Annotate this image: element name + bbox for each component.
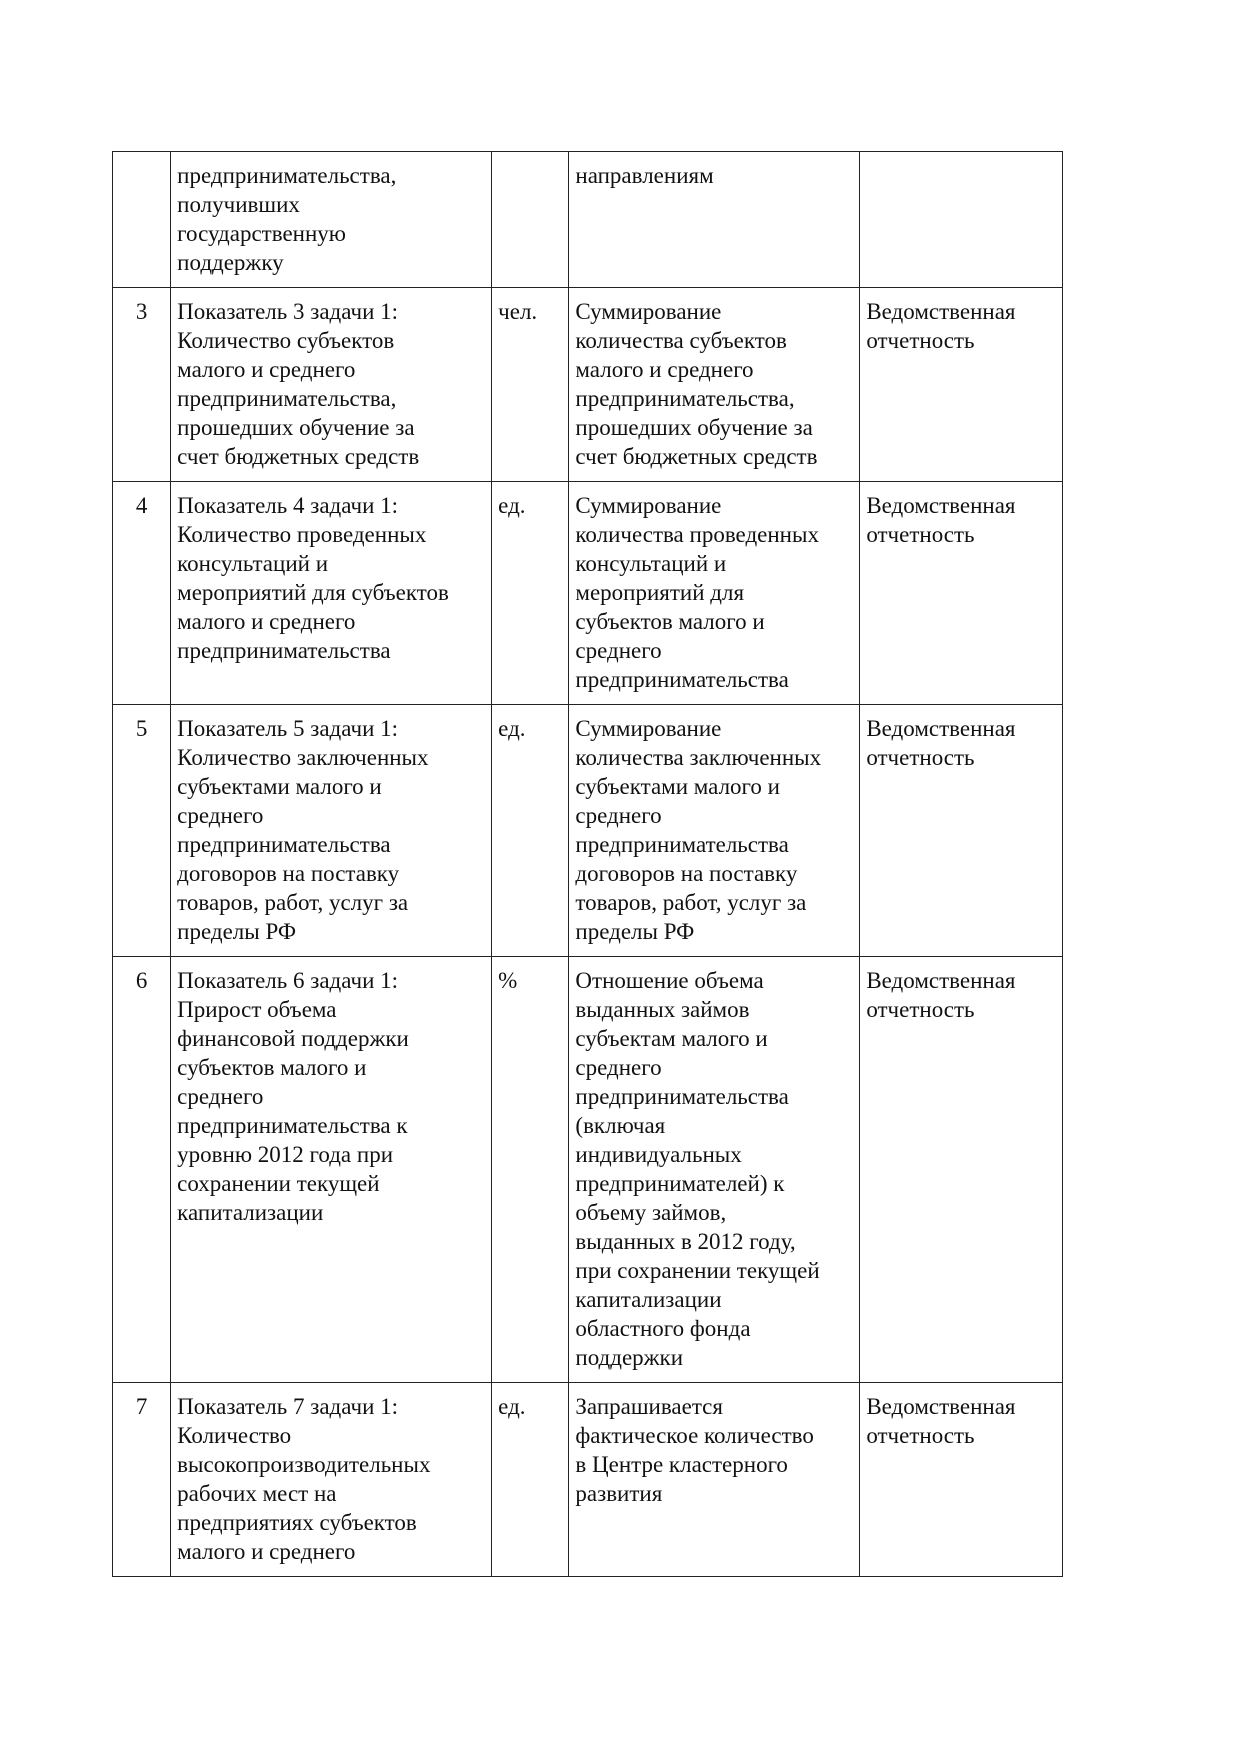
unit: ед.: [492, 482, 569, 705]
data-source: Ведомственная отчетность: [860, 288, 1063, 482]
indicator-name: Показатель 7 задачи 1: Количество высокопроизводительных рабочих мест на предприятиях субъектов малого и среднего: [171, 1383, 492, 1577]
unit: ед.: [492, 705, 569, 957]
table-row: [113, 705, 1063, 957]
indicator-table: [112, 151, 1063, 1577]
table-row: [113, 1383, 1063, 1577]
indicator-name: Показатель 4 задачи 1: Количество проведенных консультаций и мероприятий для субъектов малого и среднего предпринимательства: [171, 482, 492, 705]
indicator-name: Показатель 5 задачи 1: Количество заключенных субъектами малого и среднего предпринимательства договоров на поставку товаров, работ, услуг за пределы РФ: [171, 705, 492, 957]
calculation-method: Запрашивается фактическое количество в Центре кластерного развития: [569, 1383, 860, 1577]
data-source: Ведомственная отчетность: [860, 957, 1063, 1383]
table-row: [113, 152, 1063, 288]
data-source: Ведомственная отчетность: [860, 482, 1063, 705]
indicator-name: Показатель 3 задачи 1: Количество субъектов малого и среднего предпринимательства, прошедших обучение за счет бюджетных средств: [171, 288, 492, 482]
calculation-method: Суммирование количества заключенных субъектами малого и среднего предпринимательства договоров на поставку товаров, работ, услуг за пределы РФ: [569, 705, 860, 957]
row-number: [113, 152, 171, 288]
unit: [492, 152, 569, 288]
table-row: [113, 957, 1063, 1383]
data-source: Ведомственная отчетность: [860, 705, 1063, 957]
row-number: 7: [113, 1383, 171, 1577]
row-number: 3: [113, 288, 171, 482]
data-source: Ведомственная отчетность: [860, 1383, 1063, 1577]
unit: ед.: [492, 1383, 569, 1577]
calculation-method: Отношение объема выданных займов субъектам малого и среднего предпринимательства (включая индивидуальных предпринимателей) к объему займов, выданных в 2012 году, при сохранении текущей капитализации областного фонда поддержки: [569, 957, 860, 1383]
calculation-method: направлениям: [569, 152, 860, 288]
unit: чел.: [492, 288, 569, 482]
row-number: 4: [113, 482, 171, 705]
calculation-method: Суммирование количества субъектов малого и среднего предпринимательства, прошедших обучение за счет бюджетных средств: [569, 288, 860, 482]
indicator-name: предпринимательства, получивших государственную поддержку: [171, 152, 492, 288]
row-number: 6: [113, 957, 171, 1383]
row-number: 5: [113, 705, 171, 957]
table-row: [113, 288, 1063, 482]
table-row: [113, 482, 1063, 705]
unit: %: [492, 957, 569, 1383]
calculation-method: Суммирование количества проведенных консультаций и мероприятий для субъектов малого и среднего предпринимательства: [569, 482, 860, 705]
indicator-name: Показатель 6 задачи 1: Прирост объема финансовой поддержки субъектов малого и среднего предпринимательства к уровню 2012 года при сохранении текущей капитализации: [171, 957, 492, 1383]
data-source: [860, 152, 1063, 288]
